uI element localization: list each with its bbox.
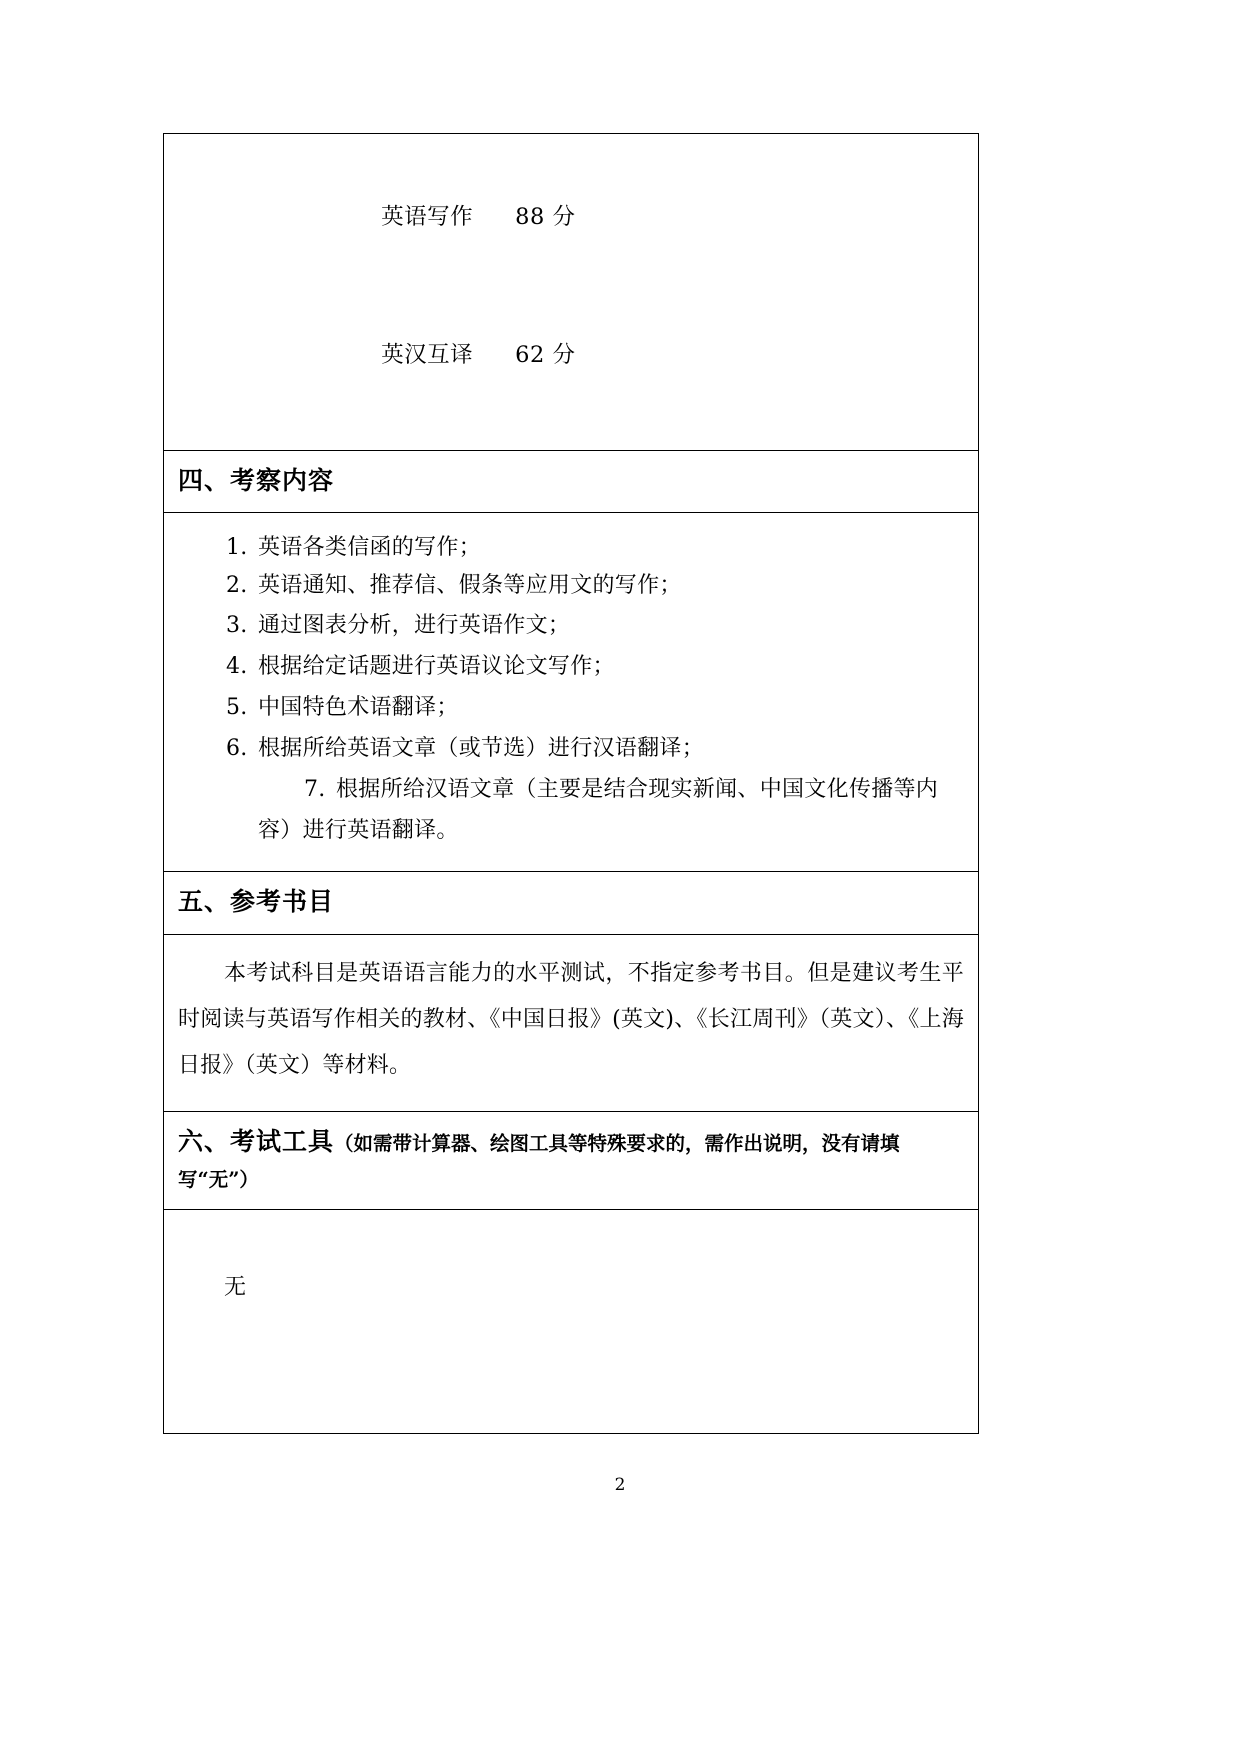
list-item-number: 6. [226,736,248,762]
list-item [180,769,962,851]
table-row [164,1111,979,1210]
list-item-number: 2. [226,573,248,599]
list-item [180,646,962,687]
table-row [164,1210,979,1434]
list-item [180,728,962,769]
scores-cell [164,134,979,451]
list-item-number: 3. [226,613,248,639]
list-item-number: 1. [226,535,248,561]
list-item-number: 4. [226,654,248,680]
score-row-writing [164,148,978,286]
list-item-text: 根据给定话题进行英语议论文写作； [258,654,615,680]
list-item-number: 5. [226,695,248,721]
section-six-heading-title: 六、考试工具 [178,1126,335,1156]
table-row [164,934,979,1111]
score-row-translation [164,286,978,424]
score-subject-label: 英语写作 [381,204,474,230]
table-row [164,451,979,513]
section-four-heading: 四、考察内容 [178,466,335,495]
page-number: 2 [614,1475,626,1495]
table-row [164,513,979,872]
list-item-text: 根据所给英语文章（或节选）进行汉语翻译； [258,736,705,762]
exam-content-list [180,529,962,851]
references-paragraph: 本考试科目是英语语言能力的水平测试，不指定参考书目。但是建议考生平时阅读与英语写作相关的教材、《中国日报》(英文)、《长江周刊》（英文）、《上海日报》（英文）等材料。 [178,960,964,1078]
exam-tools-value: 无 [224,1275,247,1300]
section-five-heading-cell [164,872,979,934]
exam-content-cell [164,513,979,872]
exam-tools-cell [164,1210,979,1434]
section-four-heading-cell [164,451,979,513]
list-item [180,687,962,728]
list-item-text: 根据所给汉语文章（主要是结合现实新闻、中国文化传播等内容）进行英语翻译。 [258,777,939,844]
score-value: 62 分 [515,342,576,368]
list-item-number: 7. [304,777,326,803]
list-item-text: 英语各类信函的写作； [258,535,482,561]
list-item-text: 中国特色术语翻译； [258,695,459,721]
table-row [164,134,979,451]
list-item [180,567,962,605]
score-value: 88 分 [515,204,576,230]
list-item-text: 英语通知、推荐信、假条等应用文的写作； [258,573,682,599]
section-six-heading-note: （如需带计算器、绘图工具等特殊要求的，需作出说明，没有请填写“无”） [178,1131,900,1191]
list-item [180,529,962,567]
section-six-heading-cell [164,1111,979,1210]
table-row [164,872,979,934]
list-item [180,605,962,646]
section-five-heading: 五、参考书目 [178,887,335,917]
syllabus-table [163,133,979,1434]
section-six-heading [164,1112,978,1210]
score-subject-label: 英汉互译 [381,342,474,368]
references-cell [164,934,979,1111]
list-item-text: 通过图表分析，进行英语作文； [258,613,571,639]
